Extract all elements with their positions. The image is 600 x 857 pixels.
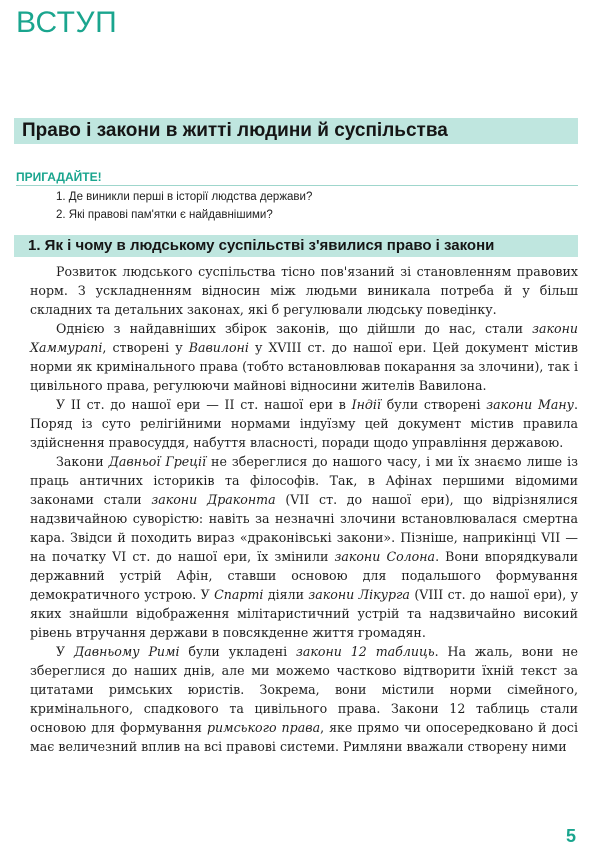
text-run: У II ст. до нашої ери — II ст. нашої ери в: [56, 397, 352, 412]
text-run: були створені: [380, 397, 487, 412]
recall-divider: [16, 185, 578, 186]
text-run: діяли: [263, 587, 309, 602]
emphasis-text: закони Драконта: [151, 492, 276, 507]
text-run: , створені у: [102, 340, 189, 355]
page-number: 5: [565, 826, 576, 846]
text-run: Закони: [56, 454, 109, 469]
emphasis-text: Давньої Греції: [108, 454, 207, 469]
text-run: Розвиток людського суспільства тісно пов'язаний зі становленням правових норм. З ускладненням відносин між людьми виникала потреба й у більш складних та детальних законах, які б регулювали людську поведінку.: [30, 264, 578, 317]
text-run: Однією з найдавніших збірок законів, що дійшли до нас, стали: [56, 321, 533, 336]
emphasis-text: римського права: [206, 720, 321, 735]
subsection-title: 1. Як і чому в людському суспільстві з'явилися право і закони: [28, 237, 495, 254]
text-run: , яке прямо чи опосередковано й досі має величезний вплив на всі правові системи. Римляни вважали створену ними: [30, 720, 578, 754]
emphasis-text: Спарті: [214, 587, 264, 602]
paragraph: [30, 395, 578, 452]
text-run: (VII ст. до нашої ери), що відрізнялися надзвичайною суворістю: навіть за незначні злочини встановлювалася смертна кара. Звідси й походить вираз «драконівські закони». Пізніше, наприкінці VII — на початку VI ст. до нашої ери, їх змінили: [30, 492, 578, 564]
paragraph: [30, 642, 578, 756]
recall-question: 1. Де виникли перші в історії людства держави?: [56, 191, 313, 203]
subsection-title-bar: [14, 235, 578, 257]
paragraph: [30, 262, 578, 319]
emphasis-text: закони Хаммурапі: [30, 321, 578, 355]
text-run: . На жаль, вони не збереглися до наших днів, але ми можемо частково відтворити їхній текст за цитатами римських юристів. Зокрема, вони містили норми сімейного, кримінального, спадкового та цивільного права. Закони 12 таблиць стали основою для формування: [30, 644, 578, 735]
text-run: . Поряд із суто релігійними нормами індуїзму цей документ містив правила здійснення правосуддя, набуття власності, поради щодо управління державою.: [30, 397, 578, 450]
text-run: (VIII ст. до нашої ери), у яких знайшли відображення мілітаристичний устрій та надзвичайно високий рівень втручання держави в повсякденне життя громадян.: [30, 587, 578, 640]
text-run: не збереглися до нашого часу, і ми їх знаємо лише із праць античних істориків та філософів. Так, в Афінах першими відомими законами стали: [30, 454, 578, 507]
text-run: . Вони впорядкували державний устрій Афін, ставши основою для подальшого формування демократичного устрою. У: [30, 549, 579, 602]
paragraph: [30, 452, 578, 642]
emphasis-text: закони Лікурга: [308, 587, 410, 602]
section-heading: ВСТУП: [16, 6, 118, 39]
lesson-title-bar: [14, 118, 578, 144]
text-run: були укладені: [179, 644, 297, 659]
emphasis-text: закони Солона: [334, 549, 436, 564]
paragraph: [30, 319, 578, 395]
body-text: [30, 262, 578, 756]
text-run: У: [56, 644, 74, 659]
recall-question: 2. Які правові пам'ятки є найдавнішими?: [56, 209, 273, 221]
lesson-title: Право і закони в житті людини й суспільства: [22, 120, 448, 141]
emphasis-text: закони 12 таблиць: [296, 644, 435, 659]
recall-label: ПРИГАДАЙТЕ!: [16, 170, 102, 184]
text-run: у XVIII ст. до нашої ери. Цей документ містив норми як кримінального права (тобто встановлював покарання за злочини), так і цивільного права, регулюючи майнові відносини жителів Вавилона.: [30, 340, 578, 393]
emphasis-text: закони Ману: [486, 397, 574, 412]
emphasis-text: Вавилоні: [188, 340, 249, 355]
emphasis-text: Індії: [351, 397, 381, 412]
emphasis-text: Давньому Римі: [74, 644, 180, 659]
